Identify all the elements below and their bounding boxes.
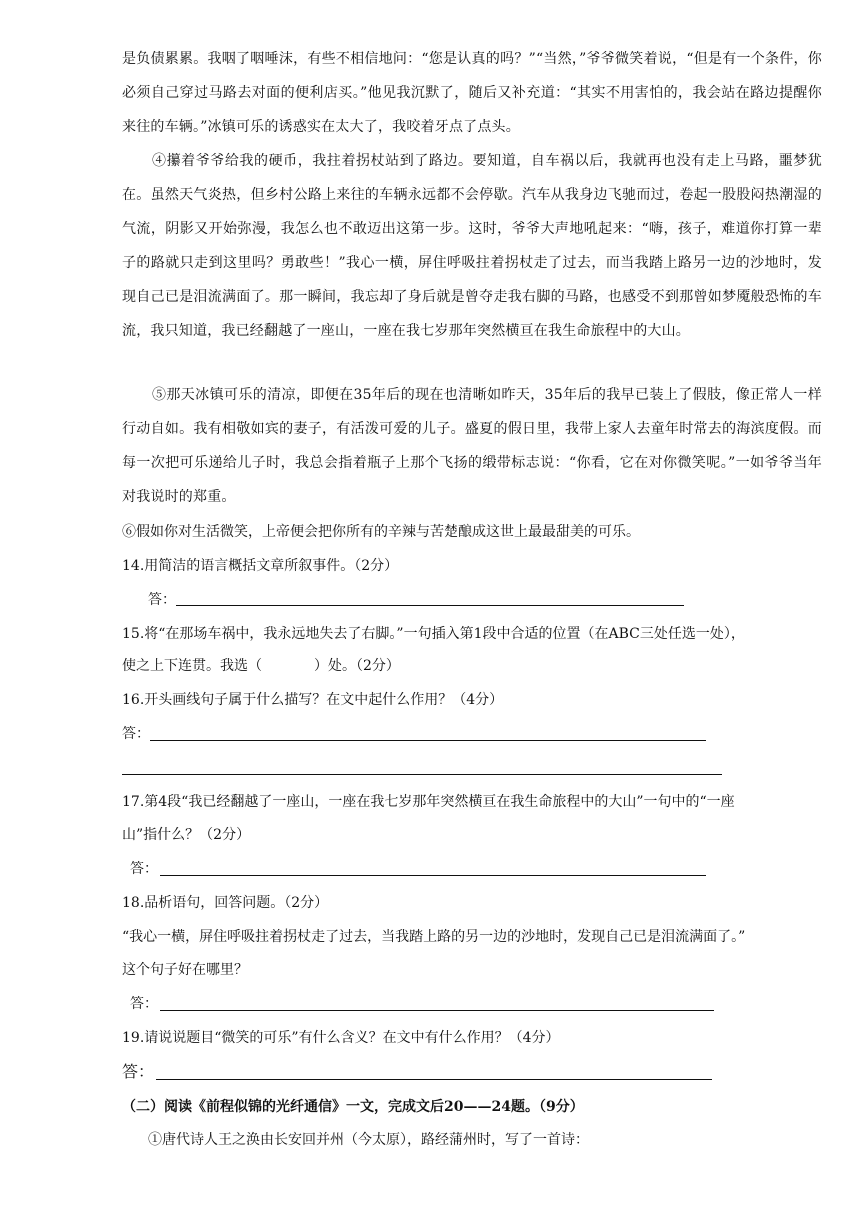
question-15-text-2a: 使之上下连贯。我选（ [122, 658, 262, 674]
answer-line-19[interactable] [156, 1079, 712, 1080]
question-14 [122, 556, 398, 576]
question-16-text: 16.开头画线句子属于什么描写？在文中起什么作用？（4分） [122, 692, 504, 708]
answer-label-16: 答： [122, 726, 150, 742]
question-18 [122, 893, 328, 913]
answer-line-17[interactable] [160, 875, 706, 876]
section-2-paragraph-1: ①唐代诗人王之涣由长安回并州（今太原），路经蒲州时，写了一首诗： [148, 1132, 589, 1148]
question-15-line2 [122, 656, 400, 676]
question-14-text: 14.用简洁的语言概括文章所叙事件。（2分） [122, 558, 399, 574]
answer-line-18[interactable] [160, 1010, 714, 1011]
question-18-quote: “我心一横，屏住呼吸拄着拐杖走了过去，当我踏上路的另一边的沙地时，发现自己已是泪流满面了。” [122, 929, 746, 945]
answer-line-14[interactable] [176, 605, 684, 606]
question-17-text-1: 17.第4段“我已经翻越了一座山，一座在我七岁那年突然横亘在我生命旅程中的大山”一句中的“一座 [122, 794, 735, 810]
question-19-text: 19.请说说题目“微笑的可乐”有什么含义？在文中有什么作用？（4分） [122, 1030, 560, 1046]
paragraph-6: ⑥假如你对生活微笑，上帝便会把你所有的辛辣与苦楚酿成这世上最最甜美的可乐。 [122, 524, 640, 540]
question-18-text: 18.品析语句，回答问题。（2分） [122, 895, 329, 911]
section-2-title: （二）阅读《前程似锦的光纤通信》一文，完成文后20——24题。（9分） [122, 1099, 584, 1115]
answer-label-19: 答： [122, 1062, 155, 1081]
answer-line-16a[interactable] [150, 740, 706, 741]
question-16 [122, 690, 503, 710]
question-17-line2: 山”指什么？（2分） [122, 827, 251, 843]
paragraph-3-tail: 是负债累累。我咽了咽唾沫，有些不相信地问：“您是认真的吗？”“当然，”爷爷微笑着说，“但是有一个条件，你必须自己穿过马路去对面的便利店买。”他见我沉默了，随后又补充道：“其实不用害怕的，我会站在路边提醒你来往的车辆。”冰镇可乐的诱惑实在太大了，我咬着牙点了点头。 [122, 51, 822, 135]
question-17-line1 [122, 792, 735, 812]
question-18-ask: 这个句子好在哪里？ [122, 962, 248, 978]
paragraph-4: ④攥着爷爷给我的硬币，我拄着拐杖站到了路边。要知道，自车祸以后，我就再也没有走上马路，噩梦犹在。虽然天气炎热，但乡村公路上来往的车辆永远都不会停歇。汽车从我身边飞驰而过，卷起一股股闷热潮湿的气流，阴影又开始弥漫，我怎么也不敢迈出这第一步。这时，爷爷大声地吼起来：“嗨，孩子，难道你打算一辈子的路就只走到这里吗？勇敢些！”我心一横，屏住呼吸拄着拐杖走了过去，而当我踏上路另一边的沙地时，发现自己已是泪流满面了。那一瞬间，我忘却了身后就是曾夺走我右脚的马路，也感受不到那曾如梦魇般恐怖的车流，我只知道，我已经翻越了一座山，一座在我七岁那年突然横亘在我生命旅程中的大山。 [122, 153, 822, 339]
question-15-text-1: 15.将“在那场车祸中，我永远地失去了右脚。”一句插入第1段中合适的位置（在ABC三处任选一处）， [122, 626, 745, 642]
question-19 [122, 1028, 560, 1048]
answer-label-14: 答： [148, 592, 176, 608]
answer-label-17: 答： [130, 861, 158, 877]
answer-label-18: 答： [130, 996, 158, 1012]
question-15-text-2b: ）处。（2分） [314, 658, 400, 674]
paragraph-5: ⑤那天冰镇可乐的清凉，即便在35年后的现在也清晰如昨天，35年后的我早已装上了假肢，像正常人一样行动自如。我有相敬如宾的妻子，有活泼可爱的儿子。盛夏的假日里，我带上家人去童年时常去的海滨度假。而每一次把可乐递给儿子时，我总会指着瓶子上那个飞扬的缎带标志说：“你看，它在对你微笑呢。”一如爷爷当年对我说时的郑重。 [122, 387, 822, 505]
question-15-line1 [122, 624, 745, 644]
answer-line-16b[interactable] [122, 774, 722, 775]
